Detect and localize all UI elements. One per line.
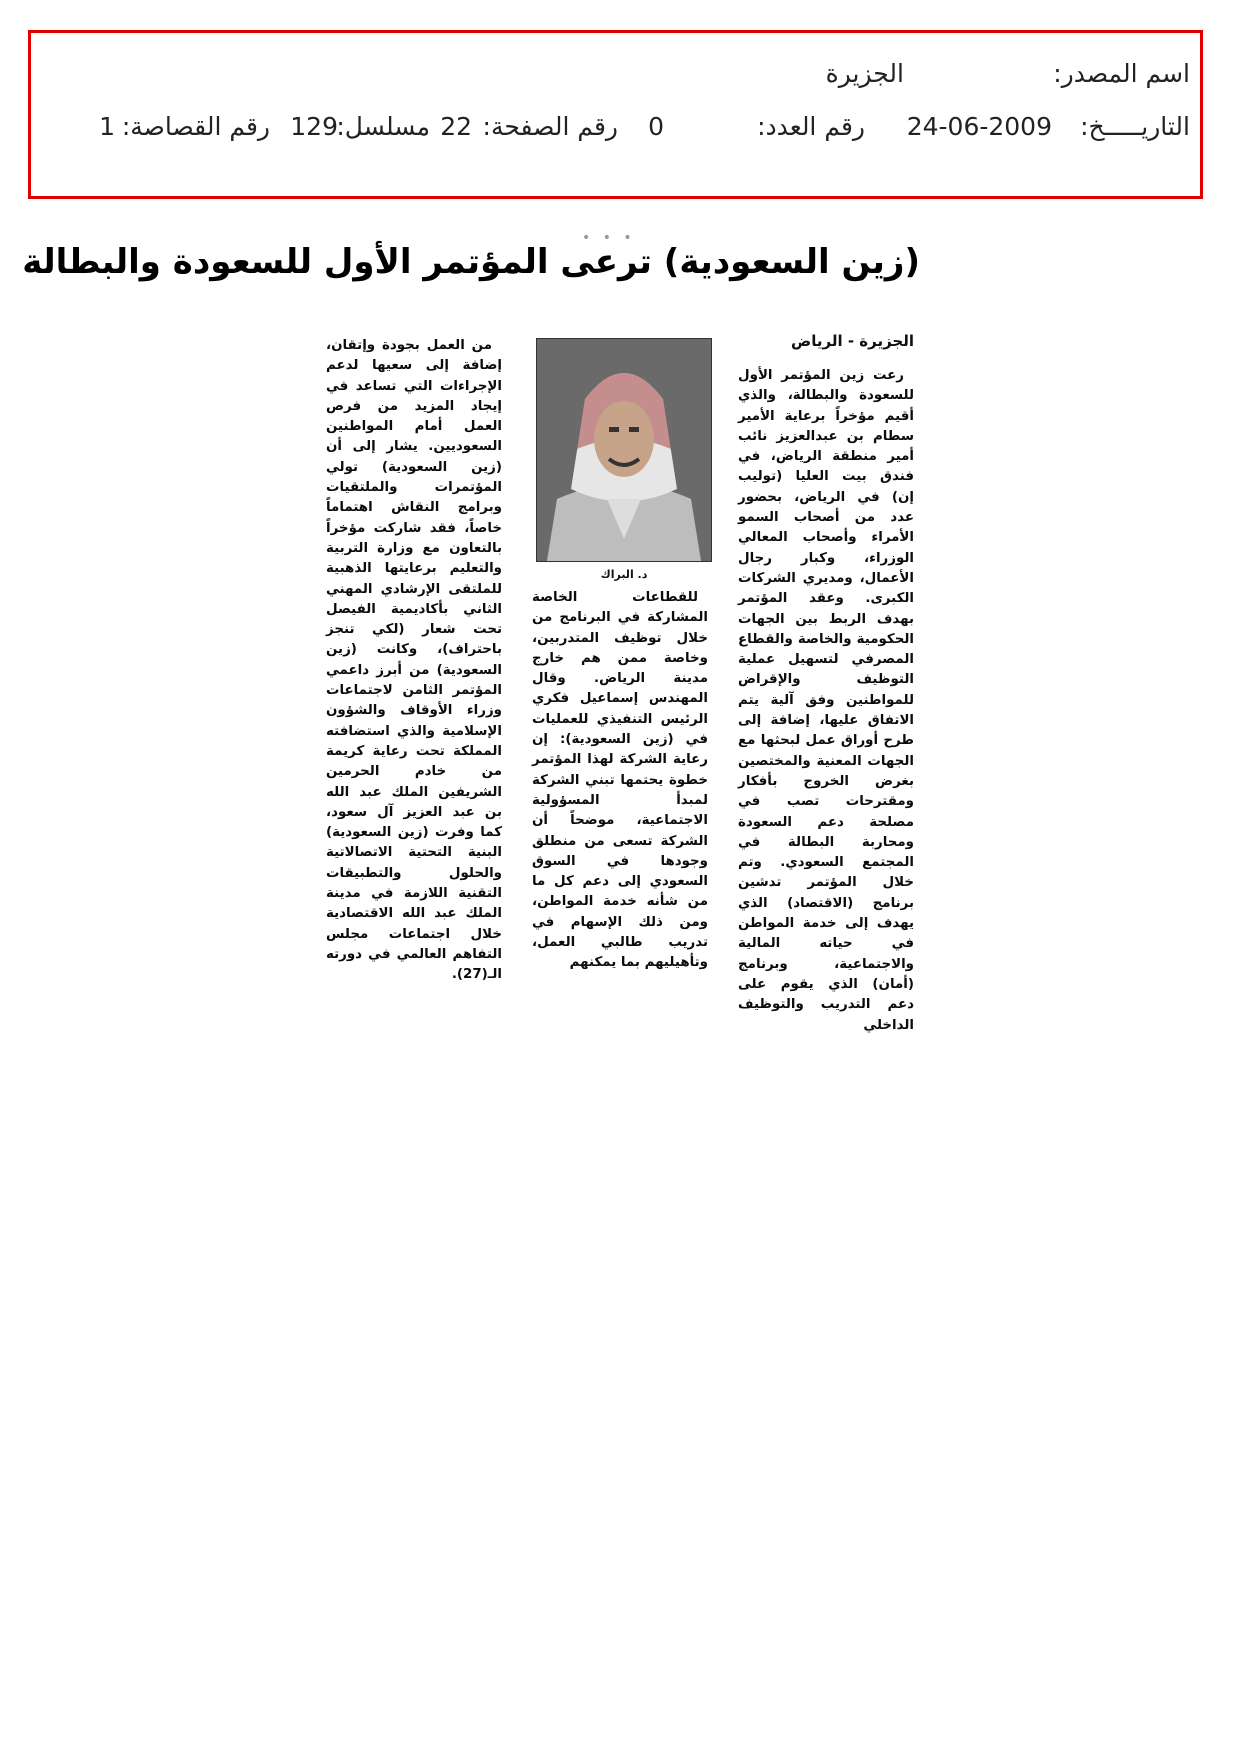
issue-value: 0 [648, 112, 664, 141]
clipping-info-box [28, 30, 1203, 199]
clip-value: 1 [99, 112, 115, 141]
page-value: 22 [440, 112, 472, 141]
article-column-left [326, 336, 502, 983]
source-label: اسم المصدر: [1053, 59, 1190, 88]
article-headline: (زين السعودية) ترعى المؤتمر الأول للسعودة والبطالة [22, 242, 920, 282]
decorative-dots: • • • [582, 230, 636, 246]
portrait-photo [536, 338, 712, 562]
column-text: للقطاعات الخاصة المشاركة في البرنامج من خلال توظيف المتدربين، وخاصة ممن هم خارج مدينة الرياض. وقال المهندس إسماعيل فكري الرئيس التنفيذي للعمليات في (زين السعودية): إن رعاية الشركة لهذا المؤتمر خطوة يحتمها تبني الشركة لمبدأ المسؤولية الاجتماعية، موضحاً أن الشركة تسعى من منطلق وجودها في السوق السعودي إلى دعم كل ما من شأنه خدمة المواطن، ومن ذلك الإسهام في تدريب طالبي العمل، وتأهيليهم بما يمكنهم [532, 590, 708, 971]
article-column-right [738, 366, 914, 1033]
column-text: رعت زين المؤتمر الأول للسعودة والبطالة، والذي أقيم مؤخراً برعاية الأمير سطام بن عبدالعزيز نائب أمير منطقة الرياض، في فندق بيت العليا (توليب إن) في الرياض، بحضور عدد من أصحاب السمو الأمراء وأصحاب المعالي الوزراء، وكبار رجال الأعمال، ومديري الشركات الكبرى. وعقد المؤتمر بهدف الربط بين الجهات الحكومية والخاصة والقطاع المصرفي لتسهيل عملية التوظيف والإقراض للمواطنين وفق آلية يتم الاتفاق عليها، إضافة إلى طرح أوراق عمل لبحثها مع الجهات المعنية والمختصين بغرض الخروج بأفكار ومقترحات تصب في مصلحة دعم السعودة ومحاربة البطالة في المجتمع السعودي. وتم خلال المؤتمر تدشين برنامج (الاقتصاد) الذي يهدف إلى خدمة المواطن في حياته المالية والاجتماعية، وبرنامج (أمان) الذي يقوم على دعم التدريب والتوظيف الداخلي [738, 368, 914, 1033]
serial-value: 129 [290, 112, 338, 141]
date-value: 24-06-2009 [906, 112, 1052, 141]
source-value: الجزيرة [825, 59, 904, 88]
photo-caption: د. البراك [600, 568, 648, 581]
person-portrait-icon [537, 339, 711, 561]
article-byline: الجزيرة - الرياض [791, 332, 914, 350]
clip-label: رقم القصاصة: [121, 112, 270, 141]
column-text: من العمل بجودة وإتقان، إضافة إلى سعيها لدعم الإجراءات التي تساعد في إيجاد المزيد من فرص العمل أمام المواطنين السعوديين. يشار إلى أن (زين السعودية) تولي المؤتمرات والملتقيات وبرامج النقاش اهتماماً خاصاً، فقد شاركت مؤخراً بالتعاون مع وزارة التربية والتعليم برعايتها الذهبية للملتقى الإرشادي المهني الثاني بأكاديمية الفيصل تحت شعار (لكي تنجز باحتراف)، وكانت (زين السعودية) من أبرز داعمي المؤتمر الثامن لاجتماعات وزراء الأوقاف والشؤون الإسلامية والذي استضافته المملكة تحت رعاية كريمة من خادم الحرمين الشريفين الملك عبد الله بن عبد العزيز آل سعود، كما وفرت (زين السعودية) البنية التحتية الاتصالاتية والحلول والتطبيقات التقنية اللازمة في مدينة الملك عبد الله الاقتصادية خلال اجتماعات مجلس التفاهم العالمي في دورته الـ(27). [326, 338, 502, 983]
newspaper-clipping [22, 230, 920, 1033]
date-label: التاريـــــخ: [1080, 112, 1190, 141]
serial-label: مسلسل: [336, 112, 430, 141]
page-label: رقم الصفحة: [482, 112, 618, 141]
article-column-middle [532, 588, 708, 971]
issue-label: رقم العدد: [757, 112, 865, 141]
